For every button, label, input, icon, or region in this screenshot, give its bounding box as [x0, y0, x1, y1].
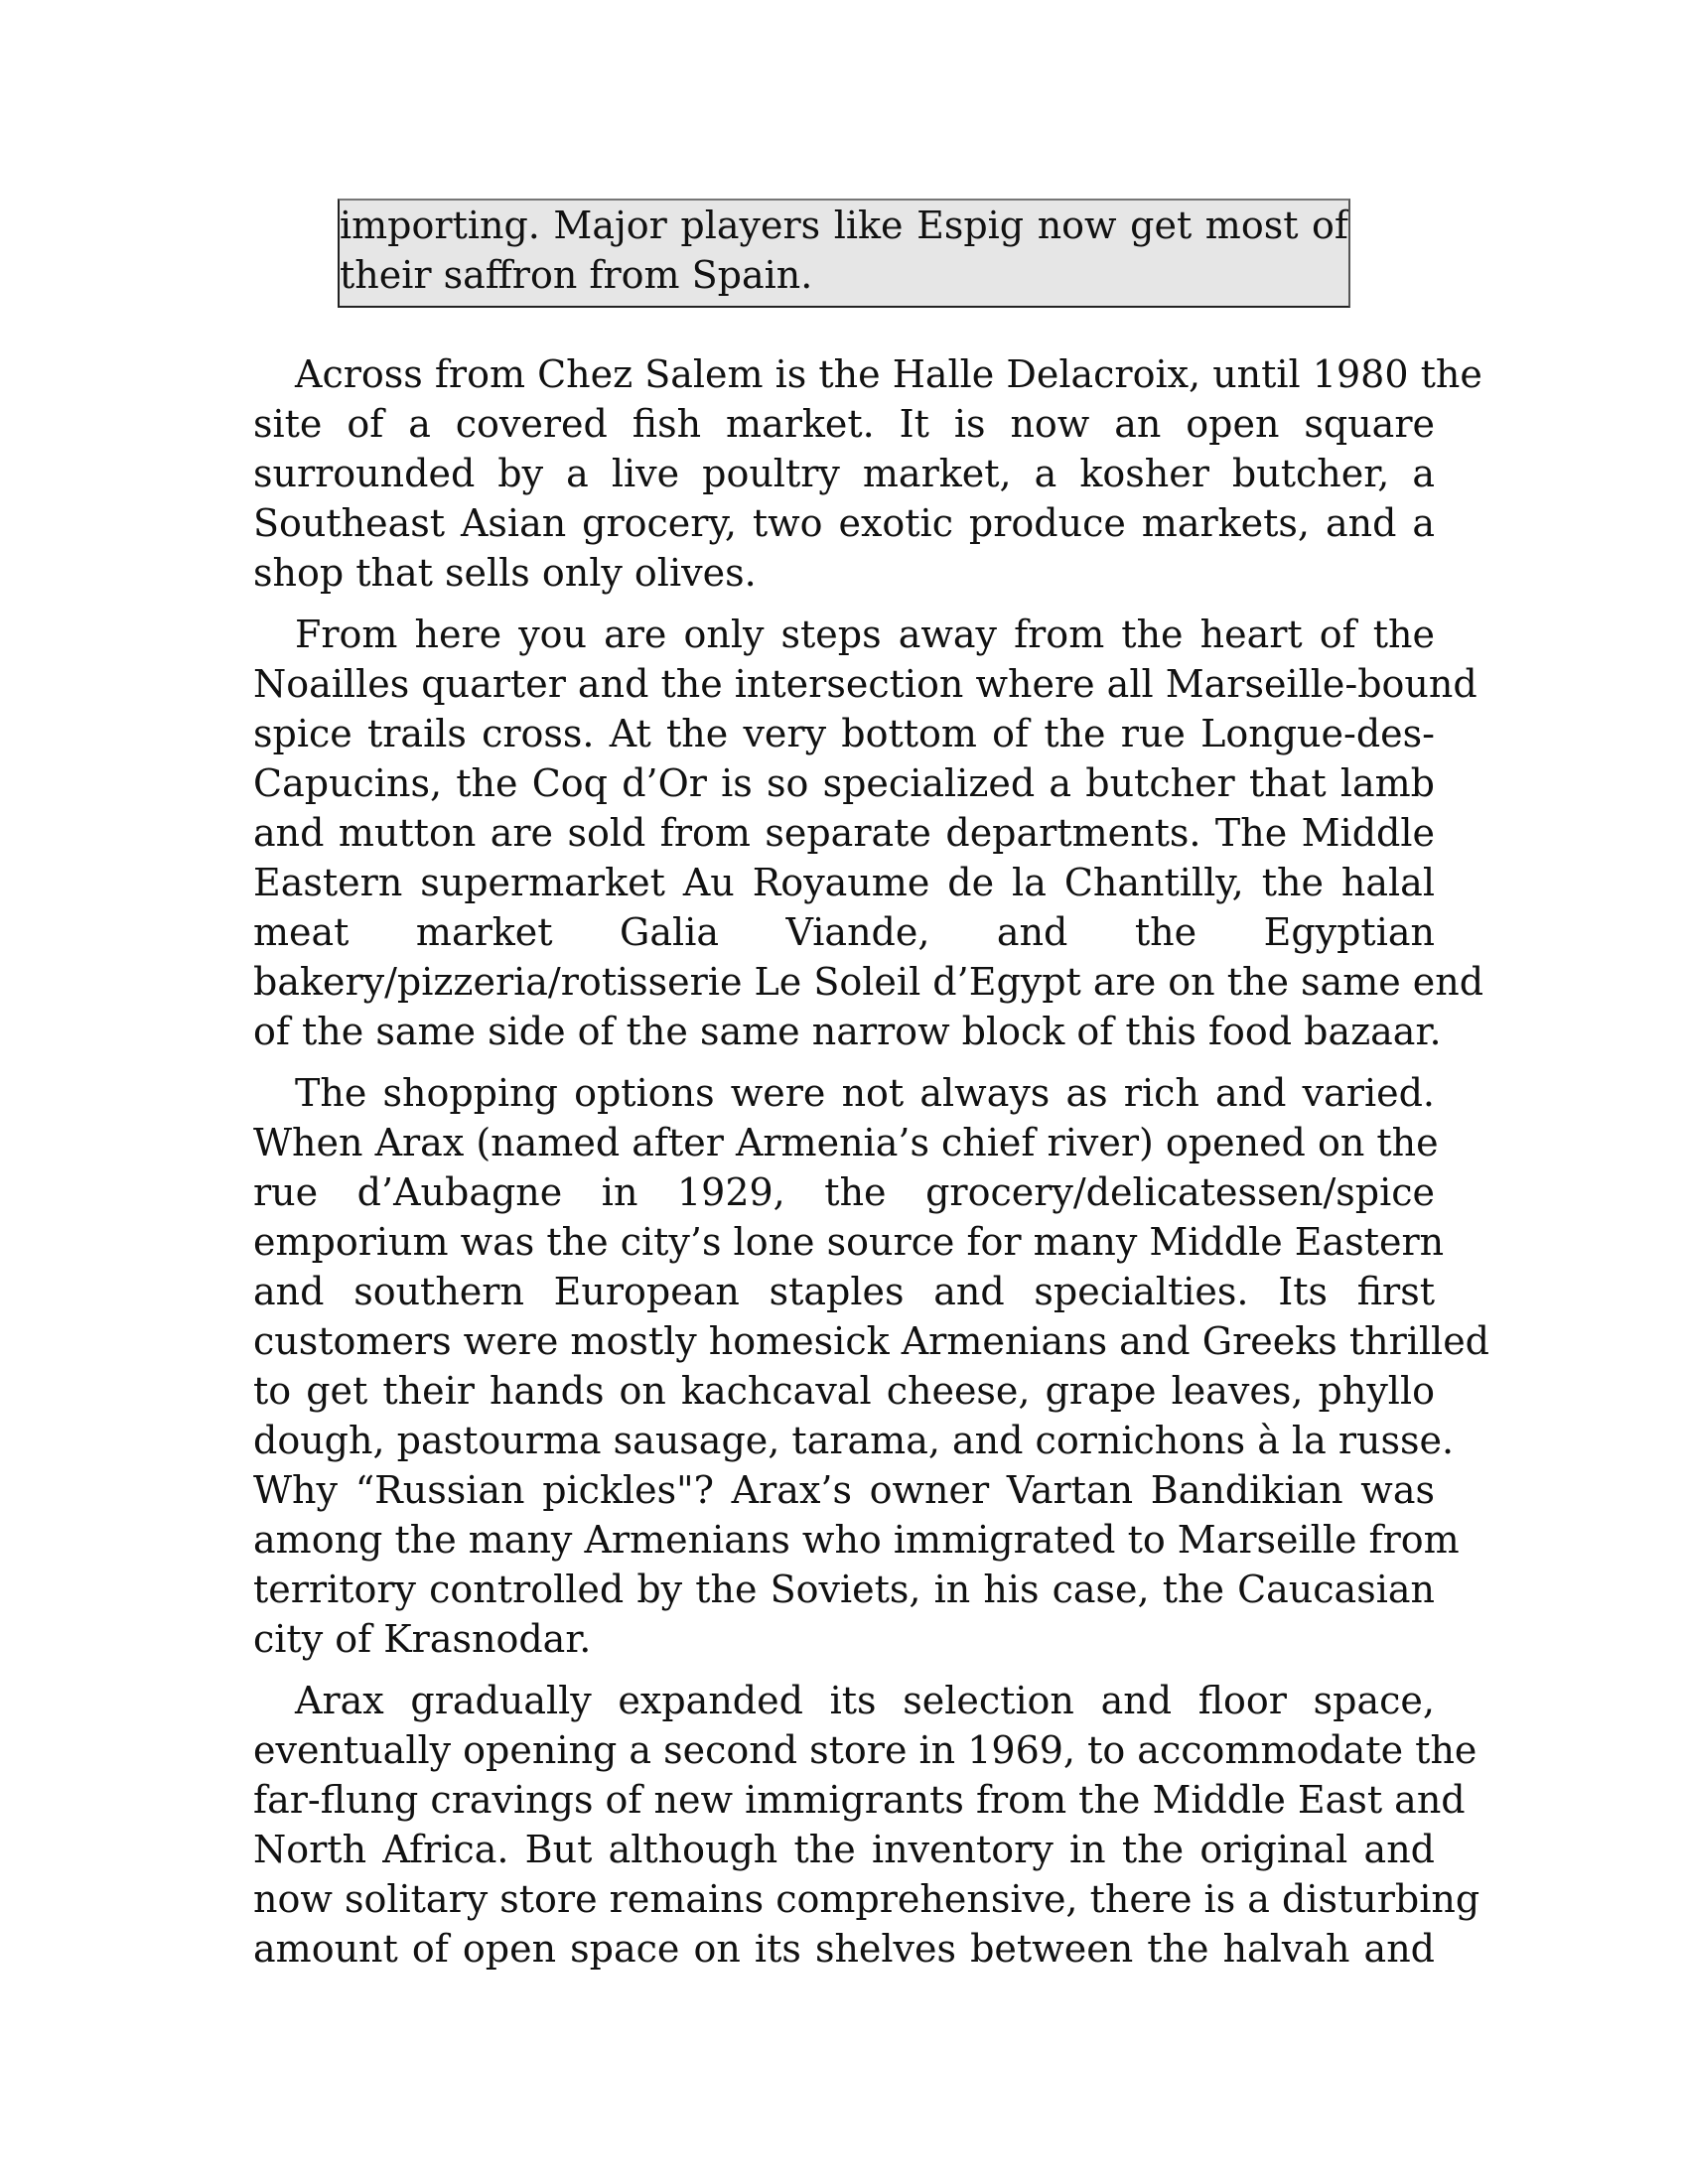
text-line: territory controlled by the Soviets, in his case, the Caucasian [253, 1568, 1435, 1611]
text-line: Southeast Asian grocery, two exotic produce markets, and a [253, 501, 1435, 545]
sidebar-box [338, 199, 1350, 308]
text-line: eventually opening a second store in 1969, to accommodate the [253, 1728, 1477, 1772]
text-line: shop that sells only olives. [253, 551, 757, 595]
text-line: Eastern supermarket Au Royaume de la Chantilly, the halal [253, 861, 1435, 904]
text-line: spice trails cross. At the very bottom of the rue Longue-des- [253, 712, 1435, 755]
text-line: North Africa. But although the inventory in the original and [253, 1828, 1435, 1871]
text-line: surrounded by a live poultry market, a kosher butcher, a [253, 452, 1435, 495]
text-line: When Arax (named after Armenia’s chief river) opened on the [253, 1121, 1439, 1164]
text-line: to get their hands on kachcaval cheese, grape leaves, phyllo [253, 1369, 1435, 1413]
text-line: The shopping options were not always as rich and varied. [295, 1071, 1435, 1115]
sidebar-line: importing. Major players like Espig now get most of [340, 204, 1348, 247]
text-line: now solitary store remains comprehensive, there is a disturbing [253, 1877, 1480, 1921]
text-line: meat market Galia Viande, and the Egyptian [253, 910, 1435, 954]
text-line: site of a covered fish market. It is now an open square [253, 402, 1435, 446]
body-text [253, 349, 1490, 1985]
text-line: amount of open space on its shelves between the halvah and [253, 1927, 1435, 1971]
text-line: Why “Russian pickles"? Arax’s owner Vartan Bandikian was [253, 1468, 1435, 1512]
text-line: customers were mostly homesick Armenians and Greeks thrilled [253, 1319, 1490, 1363]
text-line: Across from Chez Salem is the Halle Delacroix, until 1980 the [295, 352, 1482, 396]
text-line: dough, pastourma sausage, tarama, and cornichons à la russe. [253, 1419, 1455, 1462]
paragraph-halle-delacroix [253, 349, 1482, 598]
text-line: among the many Armenians who immigrated to Marseille from [253, 1518, 1460, 1562]
text-line: Arax gradually expanded its selection and floor space, [295, 1679, 1435, 1722]
paragraph-noailles [253, 610, 1484, 1056]
text-line: and mutton are sold from separate departments. The Middle [253, 811, 1435, 855]
paragraph-arax-expansion [253, 1676, 1480, 1974]
sidebar-text [340, 201, 1348, 300]
text-line: bakery/pizzeria/rotisserie Le Soleil d’Egypt are on the same end [253, 960, 1484, 1004]
text-line: city of Krasnodar. [253, 1617, 592, 1661]
text-line: and southern European staples and specialties. Its first [253, 1270, 1435, 1313]
text-line: Capucins, the Coq d’Or is so specialized a butcher that lamb [253, 761, 1435, 805]
text-line: emporium was the city’s lone source for many Middle Eastern [253, 1220, 1445, 1264]
sidebar-line: their saffron from Spain. [340, 253, 813, 297]
text-line: far-flung cravings of new immigrants from the Middle East and [253, 1778, 1466, 1822]
text-line: rue d’Aubagne in 1929, the grocery/delicatessen/spice [253, 1170, 1435, 1214]
text-line: Noailles quarter and the intersection where all Marseille-bound [253, 662, 1477, 706]
text-line: of the same side of the same narrow block of this food bazaar. [253, 1010, 1442, 1053]
paragraph-arax-history [253, 1068, 1490, 1664]
text-line: From here you are only steps away from the heart of the [295, 613, 1435, 656]
